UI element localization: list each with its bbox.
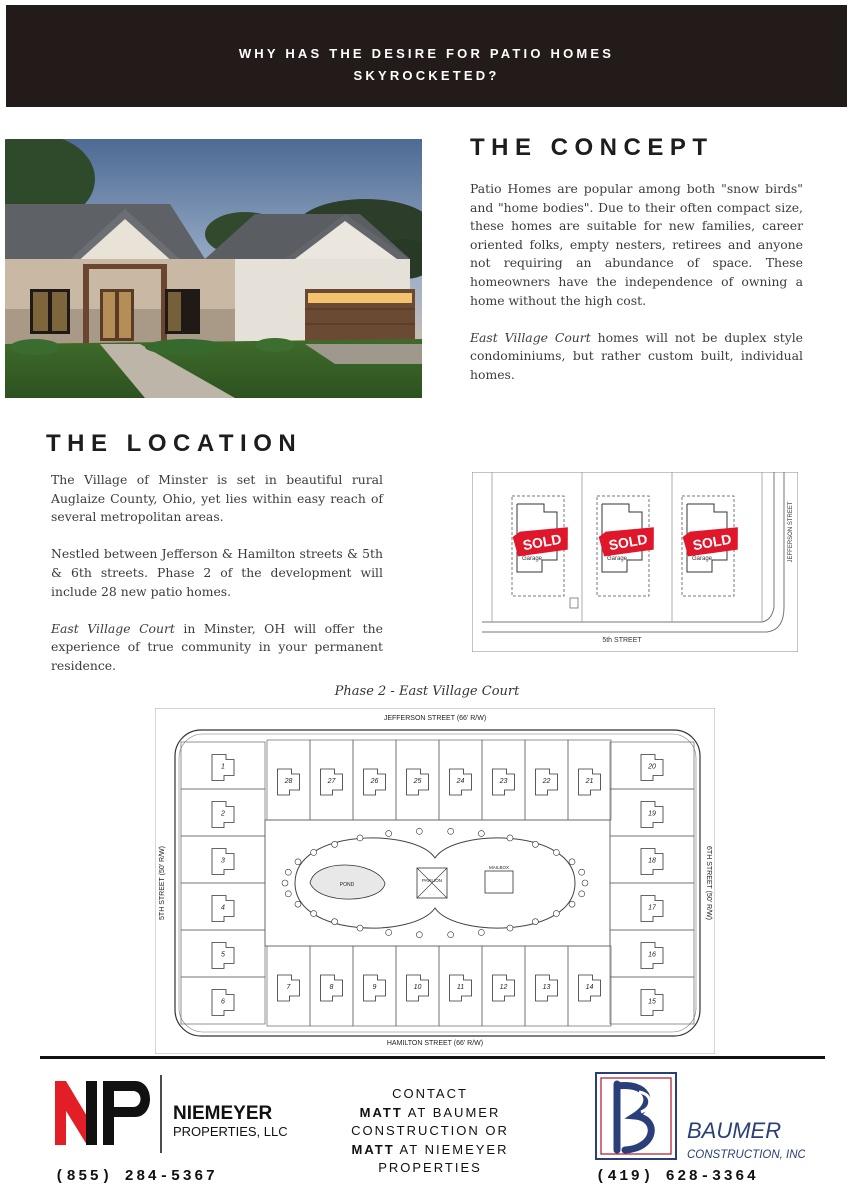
lot-number: 2 bbox=[221, 810, 225, 818]
lot-number: 4 bbox=[221, 904, 225, 912]
pond-label: POND bbox=[339, 882, 355, 888]
site-plan-caption: Phase 2 - East Village Court bbox=[334, 684, 520, 699]
shrub-symbol bbox=[311, 911, 317, 917]
concept-paragraph-2-text: homes will not be duplex style condominiums, but rather custom built, individual homes. bbox=[470, 329, 804, 382]
shrub-symbol bbox=[295, 859, 301, 865]
5th-street-label: 5TH STREET (50' R/W) bbox=[159, 846, 166, 920]
svg-text:SOLD: SOLD bbox=[521, 530, 563, 554]
lot-number: 1 bbox=[221, 763, 225, 771]
shrub-symbol bbox=[507, 835, 513, 841]
lot-number: 3 bbox=[221, 857, 225, 865]
lot-number: 8 bbox=[329, 984, 334, 991]
lot-number: 7 bbox=[286, 984, 291, 991]
6th-street-label: 6TH STREET (50' R/W) bbox=[705, 846, 712, 920]
shrub-symbol bbox=[553, 911, 559, 917]
lot-number: 16 bbox=[648, 951, 656, 959]
mailbox-label: MAILBOX bbox=[488, 865, 510, 870]
shrub-symbol bbox=[285, 891, 291, 897]
shrub-symbol bbox=[416, 828, 422, 834]
plat-5th-street-label: 5th STREET bbox=[602, 637, 642, 644]
contact-line-4 bbox=[320, 1141, 540, 1160]
shrub-symbol bbox=[582, 880, 588, 886]
niemeyer-phone: (855) 284-5367 bbox=[55, 1168, 218, 1185]
contact-line-2-rest: AT BAUMER bbox=[402, 1104, 501, 1120]
location-paragraph-1: The Village of Minster is set in beautiful rural Auglaize County, Ohio, yet lies within easy reach of several metropolitan areas. bbox=[51, 472, 383, 525]
location-italic-name: East Village Court bbox=[51, 620, 175, 636]
lot-number: 24 bbox=[456, 778, 465, 785]
shrub-symbol bbox=[416, 932, 422, 938]
site-plan-drawing bbox=[155, 708, 715, 1054]
shrub-symbol bbox=[553, 849, 559, 855]
shrub-symbol bbox=[285, 869, 291, 875]
shrub-symbol bbox=[357, 835, 363, 841]
shrub-symbol bbox=[386, 929, 392, 935]
location-heading: THE LOCATION bbox=[46, 430, 303, 457]
niemeyer-logo bbox=[55, 1075, 295, 1155]
lot-number: 15 bbox=[648, 998, 656, 1006]
baumer-subname: CONSTRUCTION, INC. bbox=[687, 1149, 805, 1161]
banner-title-line1: WHY HAS THE DESIRE FOR PATIO HOMES bbox=[238, 46, 615, 61]
lot-number: 13 bbox=[542, 984, 551, 991]
concept-heading: THE CONCEPT bbox=[470, 134, 714, 161]
contact-line-3: CONSTRUCTION OR bbox=[351, 1123, 509, 1139]
location-paragraph-2: Nestled between Jefferson & Hamilton streets & 5th & 6th streets. Phase 2 of the development will include 28 new patio homes. bbox=[51, 546, 383, 599]
shrub-symbol bbox=[478, 831, 484, 837]
shrub-symbol bbox=[579, 869, 585, 875]
shrub-symbol bbox=[332, 919, 338, 925]
svg-text:SOLD: SOLD bbox=[607, 530, 649, 554]
baumer-name: BAUMER bbox=[687, 1118, 782, 1143]
contact-block bbox=[320, 1085, 540, 1178]
shrub-symbol bbox=[311, 849, 317, 855]
lot-number: 5 bbox=[221, 951, 225, 959]
lot-number: 28 bbox=[284, 778, 293, 785]
shrub-symbol bbox=[532, 841, 538, 847]
lot-number: 25 bbox=[413, 778, 422, 785]
jefferson-street-label: JEFFERSON STREET (66' R/W) bbox=[383, 715, 487, 722]
lot-number: 9 bbox=[372, 984, 377, 991]
shrub-symbol bbox=[448, 932, 454, 938]
shrub-symbol bbox=[448, 828, 454, 834]
location-paragraph-3 bbox=[51, 620, 383, 676]
contact-name-2: MATT bbox=[351, 1141, 395, 1157]
lot-number: 21 bbox=[585, 778, 594, 785]
lot-number: 10 bbox=[413, 984, 422, 991]
shrub-symbol bbox=[282, 880, 288, 886]
lot-number: 26 bbox=[370, 778, 379, 785]
contact-name-1: MATT bbox=[359, 1104, 403, 1120]
lot-number: 14 bbox=[585, 984, 594, 991]
concept-paragraph-2 bbox=[470, 329, 803, 385]
plat-garage-label: Garage bbox=[607, 556, 628, 562]
contact-line-1: CONTACT bbox=[392, 1086, 468, 1101]
location-paragraph-3-text: in Minster, OH will offer the experience of true community in your permanent residence. bbox=[51, 620, 383, 673]
baumer-phone: (419) 628-3364 bbox=[596, 1168, 759, 1185]
shrub-symbol bbox=[386, 831, 392, 837]
pavilion-label: PAVILION bbox=[421, 878, 443, 883]
shrub-symbol bbox=[507, 925, 513, 931]
lot-number: 23 bbox=[499, 778, 508, 785]
banner-title-line2: SKYROCKETED? bbox=[353, 68, 500, 83]
contact-line-5: PROPERTIES bbox=[378, 1160, 482, 1176]
niemeyer-name: NIEMEYER bbox=[173, 1103, 273, 1124]
plat-garage-label: Garage bbox=[692, 556, 713, 562]
contact-line-2 bbox=[320, 1104, 540, 1123]
lot-number: 18 bbox=[648, 857, 656, 865]
hamilton-street-label: HAMILTON STREET (66' R/W) bbox=[386, 1040, 484, 1047]
lot-number: 27 bbox=[327, 778, 336, 785]
lot-number: 6 bbox=[221, 998, 225, 1006]
niemeyer-subname: PROPERTIES, LLC bbox=[173, 1124, 288, 1139]
plat-jefferson-street-label: JEFFERSON STREET bbox=[788, 501, 794, 563]
lot-number: 11 bbox=[456, 984, 465, 991]
plat-garage-label: Garage bbox=[522, 556, 543, 562]
svg-text:SOLD: SOLD bbox=[691, 530, 733, 554]
concept-italic-name: East Village Court bbox=[470, 329, 591, 345]
baumer-logo bbox=[595, 1072, 805, 1162]
concept-paragraph-1: Patio Homes are popular among both "snow birds" and "home bodies". Due to their often compact size, these homes are suitable for new families, career oriented folks, empty nesters, retirees and anyone not requiring an abundance of space. These homeowners have the independence of owning a home without the high cost. bbox=[470, 181, 803, 308]
house-rendering-image bbox=[5, 139, 422, 398]
shrub-symbol bbox=[357, 925, 363, 931]
shrub-symbol bbox=[569, 901, 575, 907]
location-body bbox=[51, 471, 383, 694]
contact-line-4-rest: AT NIEMEYER bbox=[394, 1141, 509, 1157]
header-banner bbox=[6, 5, 847, 107]
shrub-symbol bbox=[532, 919, 538, 925]
shrub-symbol bbox=[332, 841, 338, 847]
lot-number: 20 bbox=[648, 763, 656, 771]
lot-number: 17 bbox=[648, 904, 656, 912]
shrub-symbol bbox=[569, 859, 575, 865]
concept-body bbox=[470, 180, 803, 403]
lot-number: 12 bbox=[499, 984, 508, 991]
plat-drawing bbox=[472, 472, 798, 652]
footer-divider bbox=[40, 1056, 825, 1059]
shrub-symbol bbox=[295, 901, 301, 907]
lot-number: 22 bbox=[542, 778, 551, 785]
shrub-symbol bbox=[579, 891, 585, 897]
lot-number: 19 bbox=[648, 810, 656, 818]
shrub-symbol bbox=[478, 929, 484, 935]
